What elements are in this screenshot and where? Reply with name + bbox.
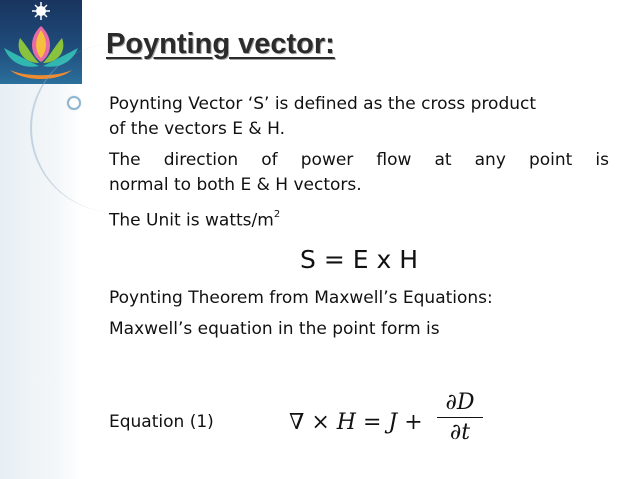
fraction-bar xyxy=(437,417,483,418)
slide-title: Poynting vector: xyxy=(106,28,335,60)
equation-label: Equation (1) xyxy=(109,412,214,432)
equation-plus: + xyxy=(397,410,423,435)
unit-text: The Unit is watts/m xyxy=(109,210,274,231)
partial-derivative-fraction xyxy=(437,390,483,445)
definition-line-1: Poynting Vector ‘S’ is defined as the cross product xyxy=(109,94,537,114)
equation-row xyxy=(109,390,609,450)
equation-h: H xyxy=(336,410,356,435)
maxwell-paragraph: Maxwell’s equation in the point form is xyxy=(109,318,440,339)
definition-line-2: of the vectors E & H. xyxy=(109,119,285,139)
direction-line-1: The direction of power flow at any point is xyxy=(109,150,609,170)
poynting-formula: S = E x H xyxy=(300,244,418,274)
definition-paragraph xyxy=(109,92,609,142)
fraction-denominator: ∂t xyxy=(449,420,471,445)
spacer xyxy=(109,278,609,286)
unit-superscript: 2 xyxy=(273,209,281,220)
equation-main xyxy=(289,410,423,435)
theorem-paragraph: Poynting Theorem from Maxwell’s Equations: xyxy=(109,287,493,308)
decorative-circle-icon xyxy=(67,96,81,110)
unit-paragraph xyxy=(109,204,609,234)
direction-paragraph xyxy=(109,148,609,198)
fraction-numerator: ∂D xyxy=(445,390,475,415)
slide-content xyxy=(109,92,609,348)
curl-operator: ∇ × xyxy=(289,410,337,435)
equation-j: J xyxy=(388,410,398,435)
equation-equals: = xyxy=(355,410,389,435)
direction-line-2: normal to both E & H vectors. xyxy=(109,175,362,195)
